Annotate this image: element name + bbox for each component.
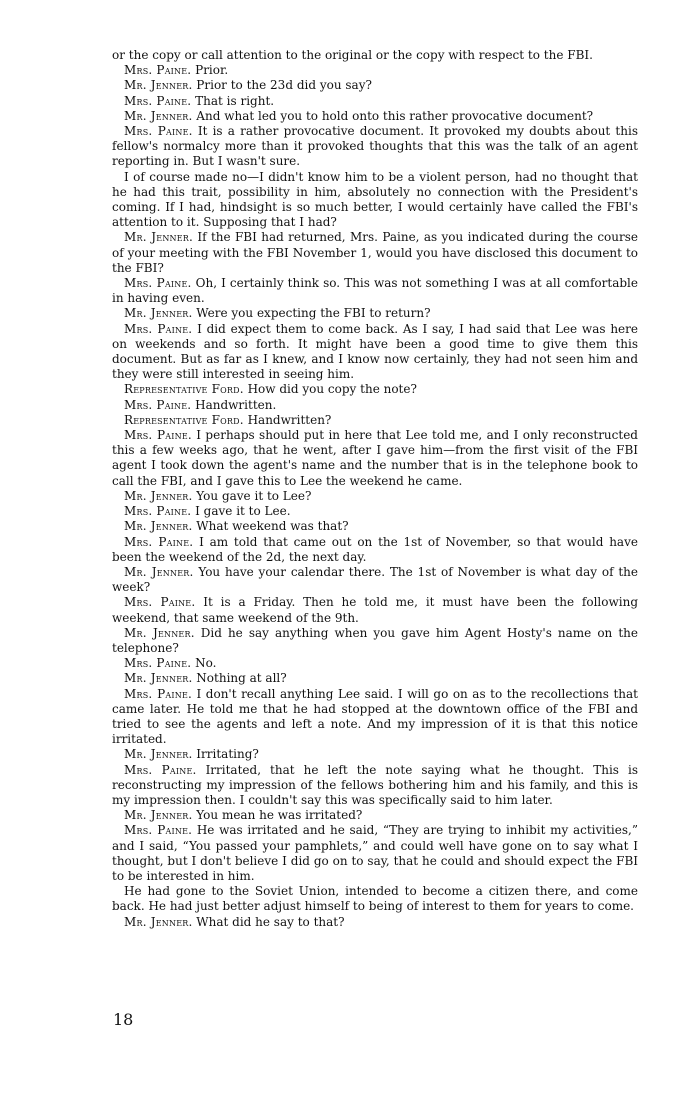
speaker-name: Mrs. Paine. [124,823,193,838]
paragraph-text: I am told that came out on the 1st of November, so that would have been the weekend of the 2d, the next day. [112,534,638,564]
paragraph-text: What weekend was that? [196,519,349,534]
speaker-name: Mrs. Paine. [124,428,192,443]
testimony-paragraph [112,428,638,489]
paragraph-text: He had gone to the Soviet Union, intended to become a citizen there, and come back. He had just better adjust himself to being of interest to them for years to come. [112,884,638,914]
speaker-name: Mrs. Paine. [124,397,192,412]
testimony-paragraph [112,109,638,124]
speaker-name: Mr. Jenner. [124,671,193,686]
testimony-paragraph [112,535,638,565]
speaker-name: Representative Ford. [124,382,244,397]
paragraph-text: No. [195,656,217,671]
speaker-name: Mr. Jenner. [124,625,195,640]
speaker-name: Mrs. Paine. [124,321,193,336]
speaker-name: Mrs. Paine. [124,534,194,549]
speaker-name: Mrs. Paine. [124,276,192,291]
paragraph-text: I did expect them to come back. As I say, I had said that Lee was here on weekends and so forth. It might have been a good time to give them this document. But as far as I knew, and I know now certainly, they had not seen him and they were still interested in seeing him. [112,321,638,382]
speaker-name: Mrs. Paine. [124,656,192,671]
paragraph-text: You have your calendar there. The 1st of November is what day of the week? [112,564,638,595]
speaker-name: Mrs. Paine. [124,504,192,519]
testimony-paragraph [112,413,638,428]
speaker-name: Mr. Jenner. [124,78,193,93]
paragraph-text: He was irritated and he said, “They are trying to inhibit my activities,” and I said, “You passed your pamphlets,” and could well have gone on to say what I thought, but I don't believe I did go on to say, that he could and should expect the FBI to be interested in him. [112,823,638,883]
speaker-name: Mr. Jenner. [124,108,193,123]
testimony-paragraph [112,306,638,321]
paragraph-text: Prior. [195,63,229,78]
paragraph-text: It is a Friday. Then he told me, it must have been the following weekend, that same weekend of the 9th. [112,595,638,625]
paragraph-text: I perhaps should put in here that Lee told me, and I only reconstructed this a few weeks ago, that he went, after I gave him—from the first visit of the FBI agent I took down the agent's name and the number that is in the telephone book to call the FBI, and I gave this to Lee the weekend he came. [112,428,638,488]
speaker-name: Mrs. Paine. [124,595,196,610]
speaker-name: Representative Ford. [124,412,244,427]
testimony-paragraph [112,124,638,170]
speaker-name: Mr. Jenner. [124,230,194,245]
speaker-name: Mrs. Paine. [124,762,197,777]
testimony-paragraph [112,489,638,504]
testimony-paragraph [112,671,638,686]
testimony-paragraph [112,504,638,519]
testimony-paragraph [112,63,638,78]
testimony-paragraph [112,382,638,397]
paragraph-text: I gave it to Lee. [195,504,291,519]
testimony-paragraph [112,823,638,884]
testimony-paragraph [112,915,638,930]
paragraph-text: Nothing at all? [196,671,287,686]
paragraph-text: You gave it to Lee? [196,488,312,503]
paragraph-text: Irritated, that he left the note saying what he thought. This is reconstructing my impression of the fellows bothering him and his family, and this is my impression then. I couldn't say this was specifically said to him later. [112,762,638,807]
testimony-paragraph [112,398,638,413]
testimony-paragraph [112,170,638,231]
paragraph-text: Handwritten? [247,412,332,427]
paragraph-text: How did you copy the note? [247,382,417,397]
speaker-name: Mr. Jenner. [124,564,194,579]
speaker-name: Mr. Jenner. [124,488,193,503]
speaker-name: Mrs. Paine. [124,686,192,701]
testimony-paragraph [112,322,638,383]
testimony-paragraph [112,565,638,595]
testimony-paragraph [112,519,638,534]
testimony-paragraph [112,687,638,748]
paragraph-text: or the copy or call attention to the original or the copy with respect to the FBI. [112,48,593,62]
paragraph-text: That is right. [195,93,275,108]
page-number: 18 [113,1010,134,1029]
testimony-paragraph [112,230,638,276]
testimony-paragraph [112,747,638,762]
paragraph-text: If the FBI had returned, Mrs. Paine, as you indicated during the course of your meeting with the FBI November 1, would you have disclosed this document to the FBI? [112,230,638,275]
testimony-paragraph [112,94,638,109]
speaker-name: Mr. Jenner. [124,808,193,823]
paragraph-text: Did he say anything when you gave him Agent Hosty's name on the telephone? [112,625,638,655]
testimony-paragraph [112,763,638,809]
speaker-name: Mrs. Paine. [124,63,192,78]
paragraph-text: Handwritten. [195,397,277,412]
paragraph-text: It is a rather provocative document. It provoked my doubts about this fellow's normalcy more than it provoked thoughts that this was the talk of an agent reporting in. But I wasn't sure. [112,124,638,169]
paragraph-text: Were you expecting the FBI to return? [196,306,431,321]
paragraph-text: I don't recall anything Lee said. I will go on as to the recollections that came later. He told me that he had stopped at the downtown office of the FBI and tried to see the agents and left a note. And my impression of it is that this notice irritated. [112,686,638,747]
testimony-paragraph [112,78,638,93]
testimony-paragraph [112,626,638,656]
testimony-paragraph [112,808,638,823]
speaker-name: Mr. Jenner. [124,914,193,929]
paragraph-text: Irritating? [196,747,259,762]
paragraph-text: Prior to the 23d did you say? [196,78,372,93]
testimony-paragraph [112,884,638,914]
testimony-text [112,48,638,930]
paragraph-text: I of course made no—I didn't know him to be a violent person, had no thought that he had this trait, possibility in him, absolutely no connection with the President's coming. If I had, hindsight is so much better, I would certainly have called the FBI's attention to it. Supposing that I had? [112,169,638,230]
paragraph-text: What did he say to that? [196,914,345,929]
speaker-name: Mr. Jenner. [124,519,193,534]
testimony-paragraph [112,276,638,306]
speaker-name: Mrs. Paine. [124,93,192,108]
testimony-paragraph [112,595,638,625]
speaker-name: Mr. Jenner. [124,747,193,762]
speaker-name: Mr. Jenner. [124,306,193,321]
paragraph-text: Oh, I certainly think so. This was not something I was at all comfortable in having even. [112,276,638,306]
testimony-paragraph [112,48,638,63]
paragraph-text: And what led you to hold onto this rather provocative document? [196,108,594,123]
speaker-name: Mrs. Paine. [124,124,193,139]
testimony-paragraph [112,656,638,671]
paragraph-text: You mean he was irritated? [196,808,363,823]
